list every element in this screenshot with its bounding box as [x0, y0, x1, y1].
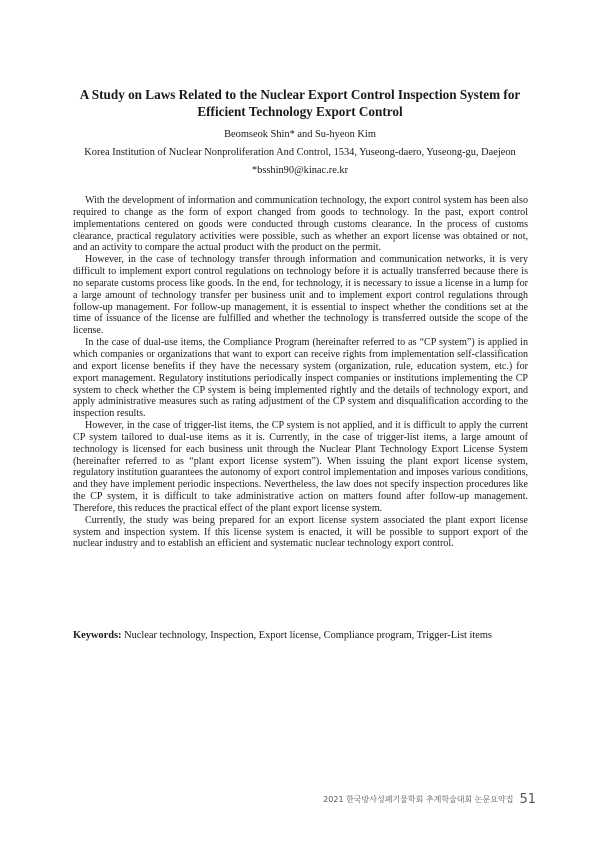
page-number: 51 [519, 792, 536, 807]
corresponding-email: *bsshin90@kinac.re.kr [251, 165, 349, 176]
author-list: Beomseok Shin* and Su-hyeon Kim [224, 129, 376, 140]
body-paragraph-5: Currently, the study was being prepared for an export license system associated the plant export license system and inspection system. If this license system is enacted, it will be possible to support export of the nuclear industry and to establish an efficient and systematic nuclear technology export control. [73, 514, 528, 550]
keywords-label: Keywords: [73, 630, 122, 641]
body-paragraph-2: However, in the case of technology transfer through information and communication networks, it is very difficult to implement export control regulations on technology before it is actually transferred because there is no separate customs process like goods. In the end, for technology, it is necessary to issue a license in a lump for a large amount of technology transfer per business unit and to implement export control regulations through follow-up management. For follow-up management, it is essential to inspect whether the conditions set at the time of issuance of the license are fulfilled and whether the technology is transferred outside the scope of the license. [73, 254, 528, 337]
author-affiliation: Korea Institution of Nuclear Nonproliferation And Control, 1534, Yuseong-daero, Yuseong-gu, Daejeon [84, 147, 516, 158]
keywords-list: Nuclear technology, Inspection, Export license, Compliance program, Trigger-List items [121, 630, 492, 641]
abstract-body [73, 195, 528, 550]
paper-title [60, 86, 540, 120]
body-paragraph-4: However, in the case of trigger-list items, the CP system is not applied, and it is difficult to apply the current CP system tailored to dual-use items as it is. Currently, in the case of trigger-list items, a large amount of technology is licensed for each business unit through the Nuclear Plant Technology Export License System (hereinafter referred to as “plant export license system”). When issuing the plant export license system, regulatory institution guarantees the autonomy of export control implementation and imposes various conditions, and they have implement periodic inspections. Nevertheless, the law does not specify inspection procedures like the CP system, it is difficult to take administrative action on matters found after follow-up management. Therefore, this reduces the practical effect of the plant export license system. [73, 420, 528, 514]
title-line-1: A Study on Laws Related to the Nuclear Export Control Inspection System for [79, 87, 521, 102]
body-paragraph-1: With the development of information and communication technology, the export control system has been also required to change as the form of export changed from goods to technology. In the past, export control implementations centered on goods were conducted through customs clearance. In the process of customs clearance, practical regulatory activities were possible, such as whether an export license was obtained or not, and an activity to compare the actual product with the product on the permit. [73, 195, 528, 254]
body-paragraph-3: In the case of dual-use items, the Compliance Program (hereinafter referred to as “CP system”) is applied in which companies or organizations that want to export can receive rights from implementation self-classification and export license benefits if they have the necessary system (organization, rule, education system, etc.) for export management. Regulatory institutions periodically inspect companies or institutions implementing the CP system to check whether the CP system is being implemented rightly and the details of technology export, and apply administrative measures such as rating adjustment of the CP system and disqualification according to the inspection results. [73, 337, 528, 420]
keywords-line [73, 629, 528, 642]
conference-name: 2021 한국방사성폐기물학회 추계학술대회 논문요약집 [323, 795, 514, 804]
title-line-2: Efficient Technology Export Control [197, 104, 403, 119]
page-footer [323, 789, 536, 808]
